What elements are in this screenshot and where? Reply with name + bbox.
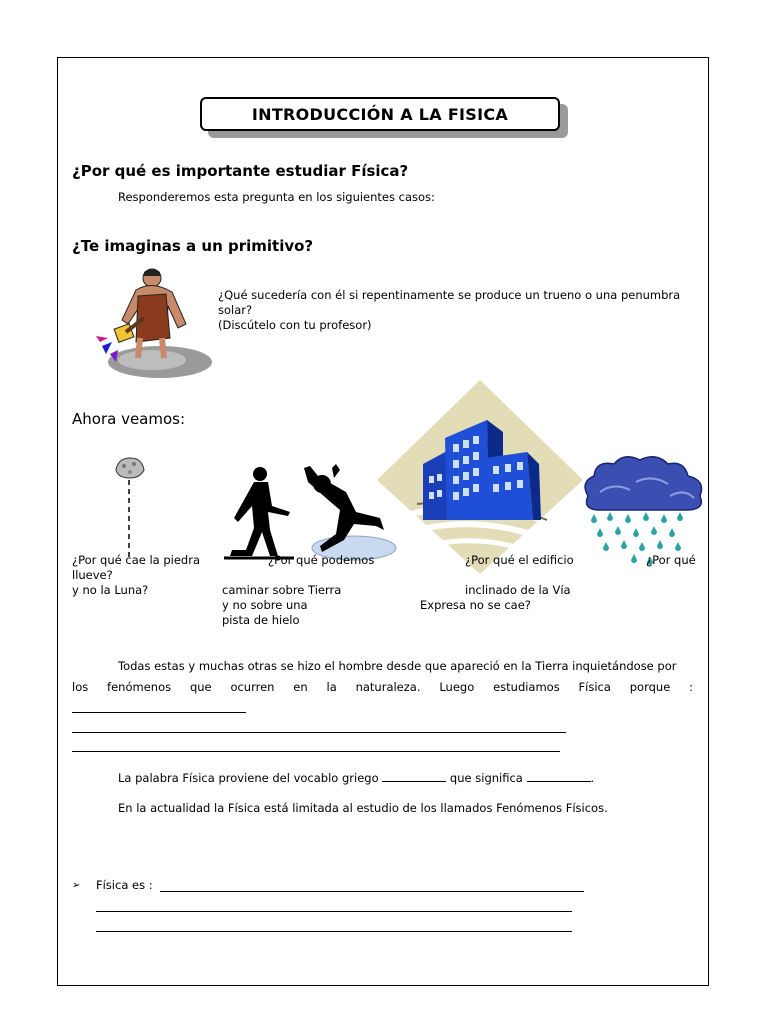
paragraph-2-part2: que significa xyxy=(446,771,527,785)
rain-question-line2: llueve? xyxy=(72,568,113,582)
section-heading-importance: ¿Por qué es importante estudiar Física? xyxy=(72,162,409,180)
stone-question-line2: y no la Luna? xyxy=(72,583,149,597)
definition-line-1[interactable] xyxy=(160,891,584,892)
walk-question-line4: pista de hielo xyxy=(222,613,300,627)
paragraph-2-part1: La palabra Física proviene del vocablo griego xyxy=(118,771,383,785)
primitive-question-line1: ¿Qué sucedería con él si repentinamente se produce un trueno o una penumbra xyxy=(218,288,681,302)
answer-line-2[interactable] xyxy=(72,732,566,733)
caveman-illustration xyxy=(82,266,216,384)
paragraph-1-line1: Todas estas y muchas otras se hizo el hombre desde que apareció en la Tierra inquietándose por xyxy=(118,659,677,673)
paragraph-3: En la actualidad la Física está limitada al estudio de los llamados Fenómenos Físicos. xyxy=(118,801,608,815)
page-title: INTRODUCCIÓN A LA FISICA xyxy=(200,97,560,131)
greek-word-blank[interactable] xyxy=(382,771,446,782)
walk-question-line2: caminar sobre Tierra xyxy=(222,583,342,597)
building-question-line1: ¿Por qué el edificio xyxy=(465,553,574,567)
section-intro-text: Responderemos esta pregunta en los siguientes casos: xyxy=(118,190,435,204)
walking-man-silhouette xyxy=(224,466,296,562)
primitive-question-note: (Discútelo con tu profesor) xyxy=(218,318,372,332)
stone-question-line1: ¿Por qué cae la piedra xyxy=(72,553,201,567)
building-question-line2: inclinado de la Vía xyxy=(465,583,571,597)
rain-question-line1: ¿Por qué xyxy=(646,553,696,567)
building-question-line3: Expresa no se cae? xyxy=(420,598,531,612)
answer-line-1[interactable] xyxy=(72,712,246,713)
paragraph-2-part3: . xyxy=(590,771,595,785)
leaning-building-illustration xyxy=(377,380,583,574)
section-heading-primitive: ¿Te imaginas a un primitivo? xyxy=(72,237,314,255)
section-heading-lets-see: Ahora veamos: xyxy=(72,410,186,428)
definition-line-3[interactable] xyxy=(96,931,572,932)
definition-line-2[interactable] xyxy=(96,911,572,912)
paragraph-2 xyxy=(118,771,594,786)
walk-question-line1: ¿Por qué podemos xyxy=(268,553,375,567)
meaning-blank[interactable] xyxy=(527,771,591,782)
definition-bullet: ➢ xyxy=(72,880,81,891)
falling-stone-illustration xyxy=(110,456,150,566)
walk-question-line3: y no sobre una xyxy=(222,598,308,612)
answer-line-3[interactable] xyxy=(72,751,560,752)
paragraph-1-line2: los fenómenos que ocurren en la naturaleza. Luego estudiamos Física porque : xyxy=(72,680,693,694)
primitive-question-line2: solar? xyxy=(218,303,253,317)
definition-label: Física es : xyxy=(96,878,153,892)
